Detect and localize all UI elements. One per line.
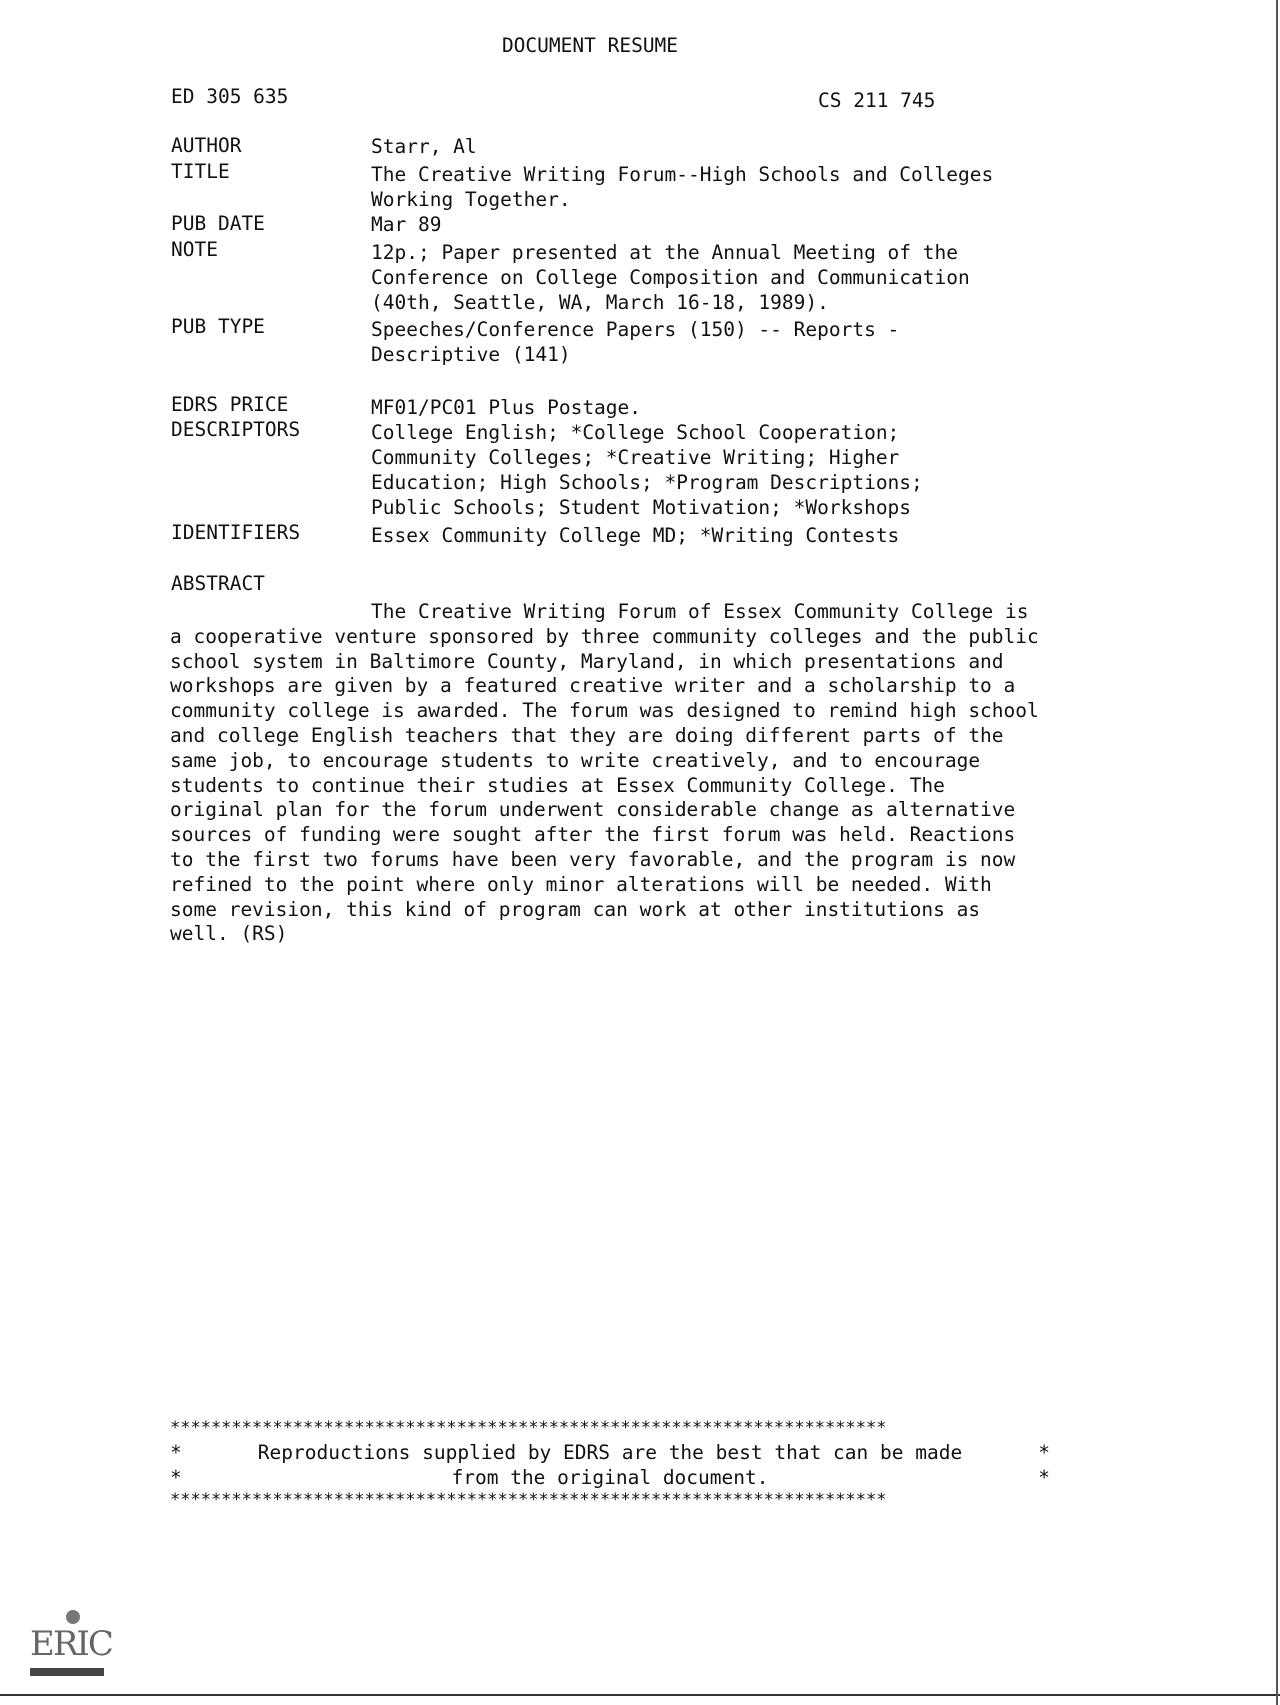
notice-stars-bottom: **********************************************************************: [170, 1490, 887, 1510]
field-label-edrs-price: EDRS PRICE: [171, 393, 289, 416]
field-label-descriptors: DESCRIPTORS: [171, 418, 301, 441]
ed-number: ED 305 635: [171, 85, 289, 108]
document-title: DOCUMENT RESUME: [501, 34, 679, 57]
cs-number: CS 211 745: [818, 89, 936, 112]
field-value-descriptors: College English; *College School Cooperation; Community Colleges; *Creative Writing; Higher Education; High Schools; *Program Descriptions; Public Schools; Student Motivation; *Workshops: [371, 421, 923, 519]
field-value-identifiers: Essex Community College MD; *Writing Contests: [371, 524, 900, 547]
eric-logo-dot-icon: [66, 1610, 80, 1624]
abstract-heading: ABSTRACT: [171, 572, 265, 595]
reproduction-notice: [170, 1418, 1050, 1512]
field-value-pub-type: Speeches/Conference Papers (150) -- Reports - Descriptive (141): [371, 318, 900, 366]
notice-star-left-2: *: [170, 1466, 182, 1489]
notice-star-left: *: [170, 1441, 182, 1464]
field-label-author: AUTHOR: [171, 134, 242, 157]
field-label-pub-type: PUB TYPE: [171, 315, 265, 338]
field-value-title: The Creative Writing Forum--High Schools and Colleges Working Together.: [371, 163, 994, 211]
notice-line-2: [170, 1465, 1050, 1490]
eric-logo: [28, 1610, 112, 1680]
field-label-pub-date: PUB DATE: [171, 212, 265, 235]
field-value-pub-date: Mar 89: [371, 213, 442, 236]
eric-logo-text: ERIC: [30, 1624, 112, 1664]
notice-line-1: [170, 1440, 1050, 1465]
field-value-note: 12p.; Paper presented at the Annual Meeting of the Conference on College Composition and Communication (40th, Seattle, WA, March 16-18, 1989).: [371, 241, 970, 314]
field-label-note: NOTE: [171, 238, 218, 261]
scan-edge-bottom: [0, 1694, 1280, 1696]
notice-text-2: from the original document.: [451, 1466, 769, 1489]
field-value-edrs-price: MF01/PC01 Plus Postage.: [371, 396, 642, 419]
scan-edge-right: [1276, 0, 1278, 1705]
eric-logo-bar: [30, 1668, 104, 1676]
notice-star-right: *: [1038, 1441, 1050, 1464]
field-label-identifiers: IDENTIFIERS: [171, 521, 301, 544]
field-label-title: TITLE: [171, 160, 230, 183]
field-value-author: Starr, Al: [371, 135, 477, 158]
abstract-text: The Creative Writing Forum of Essex Community College is a cooperative venture sponsored by three community colleges and the public school system in Baltimore County, Maryland, in which presentations and workshops are given by a featured creative writer and a scholarship to a community college is awarded. The forum was designed to remind high school and college English teachers that they are doing different parts of the same job, to encourage students to write creatively, and to encourage students to continue their studies at Essex Community College. The original plan for the forum underwent considerable change as alternative sources of funding were sought after the first forum was held. Reactions to the first two forums have been very favorable, and the program is now refined to the point where only minor alterations will be needed. With some revision, this kind of program can work at other institutions as well. (RS): [170, 600, 1039, 946]
notice-star-right-2: *: [1038, 1466, 1050, 1489]
notice-text-1: Reproductions supplied by EDRS are the best that can be made: [257, 1441, 963, 1464]
notice-stars-top: **********************************************************************: [170, 1418, 887, 1438]
